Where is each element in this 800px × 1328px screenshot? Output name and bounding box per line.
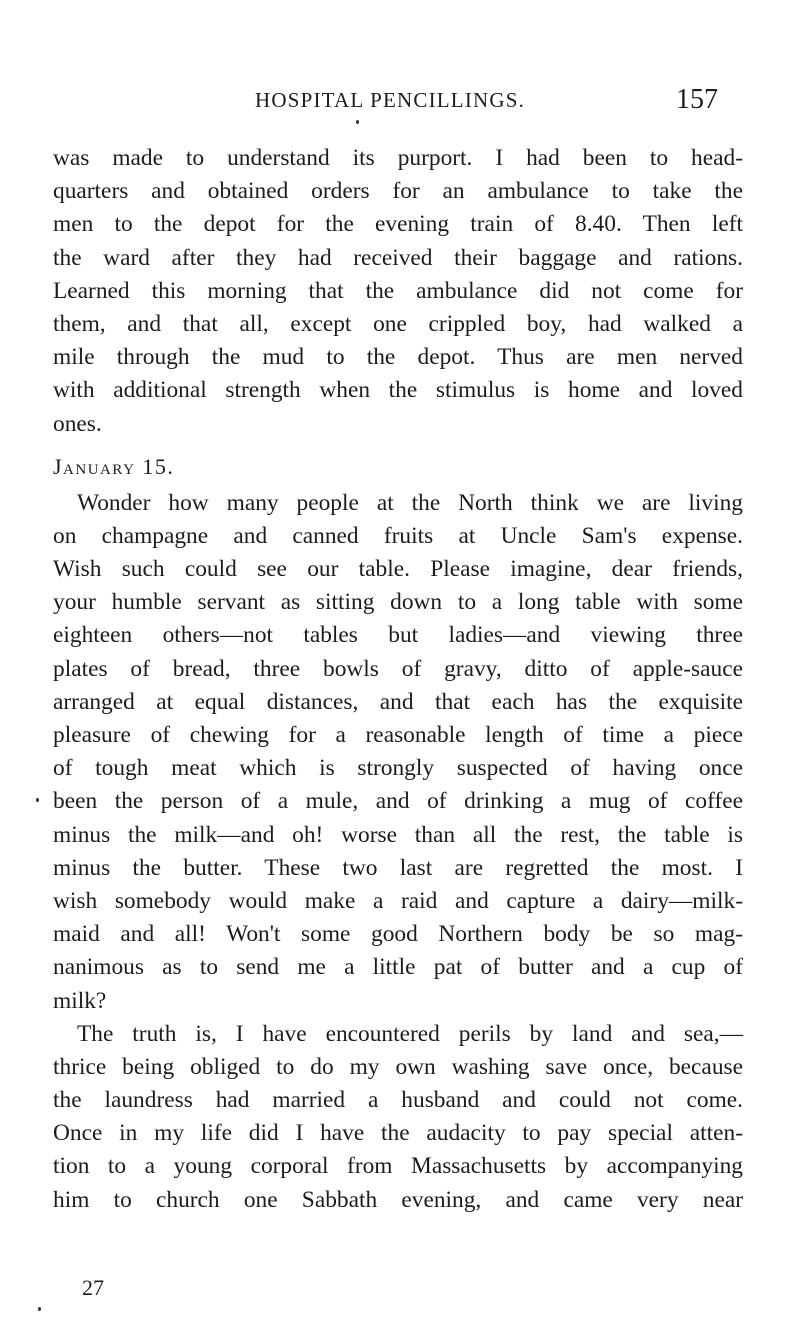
print-speck xyxy=(38,1307,41,1311)
text-line: nanimous as to send me a little pat of butter and a cup of xyxy=(53,954,743,981)
text-line: ones. xyxy=(53,410,102,437)
text-line: pleasure of chewing for a reasonable length of time a piece xyxy=(53,722,743,748)
text-line: thrice being obliged to do my own washing save once, because xyxy=(53,1053,743,1080)
text-line: milk? xyxy=(53,987,107,1014)
text-line: Wonder how many people at the North think we are living xyxy=(77,489,743,516)
text-line: minus the butter. These two last are regretted the most. I xyxy=(53,854,743,881)
text-line: minus the milk—and oh! worse than all the rest, the table is xyxy=(53,821,743,848)
text-line: eighteen others—not tables but ladies—and viewing three xyxy=(53,622,743,649)
text-line: of tough meat which is strongly suspected of having once xyxy=(53,755,743,782)
text-line: tion to a young corporal from Massachusetts by accompanying xyxy=(53,1153,743,1180)
text-line: mile through the mud to the depot. Thus are men nerved xyxy=(53,344,743,371)
text-line: wish somebody would make a raid and capture a dairy—milk- xyxy=(53,887,743,914)
text-line: men to the depot for the evening train of 8.40. Then left xyxy=(53,211,743,238)
paragraph-1 xyxy=(53,142,743,441)
text-line: arranged at equal distances, and that each has the exquisite xyxy=(53,688,743,715)
text-line: The truth is, I have encountered perils by land and sea,— xyxy=(77,1020,743,1047)
text-line: was made to understand its purport. I had been to head- xyxy=(53,145,743,171)
running-title: HOSPITAL PENCILLINGS. xyxy=(255,88,526,112)
text-line: them, and that all, except one crippled boy, had walked a xyxy=(53,310,743,337)
text-line: quarters and obtained orders for an ambulance to take the xyxy=(53,178,743,205)
text-line: him to church one Sabbath evening, and came very near xyxy=(53,1186,743,1213)
text-line: been the person of a mule, and of drinking a mug of coffee xyxy=(53,788,743,815)
print-speck xyxy=(36,798,39,802)
text-line: Wish such could see our table. Please imagine, dear friends, xyxy=(53,556,743,583)
print-speck xyxy=(356,120,359,124)
section-heading: January 15. xyxy=(53,453,175,479)
text-line: on champagne and canned fruits at Uncle Sam's expense. xyxy=(53,522,743,549)
page-number: 157 xyxy=(676,84,718,115)
signature-mark: 27 xyxy=(82,1275,104,1300)
text-line: maid and all! Won't some good Northern body be so mag- xyxy=(53,921,743,948)
text-line: your humble servant as sitting down to a long table with some xyxy=(53,589,743,616)
paragraph-2 xyxy=(53,487,743,1018)
paragraph-3 xyxy=(53,1018,743,1217)
text-line: Learned this morning that the ambulance did not come for xyxy=(53,277,743,304)
text-line: the ward after they had received their baggage and rations. xyxy=(53,244,743,271)
text-line: Once in my life did I have the audacity to pay special atten- xyxy=(53,1120,743,1147)
body-text xyxy=(53,142,743,1217)
text-line: the laundress had married a husband and could not come. xyxy=(53,1087,743,1114)
text-line: with additional strength when the stimulus is home and loved xyxy=(53,377,743,404)
text-line: plates of bread, three bowls of gravy, ditto of apple-sauce xyxy=(53,655,743,682)
